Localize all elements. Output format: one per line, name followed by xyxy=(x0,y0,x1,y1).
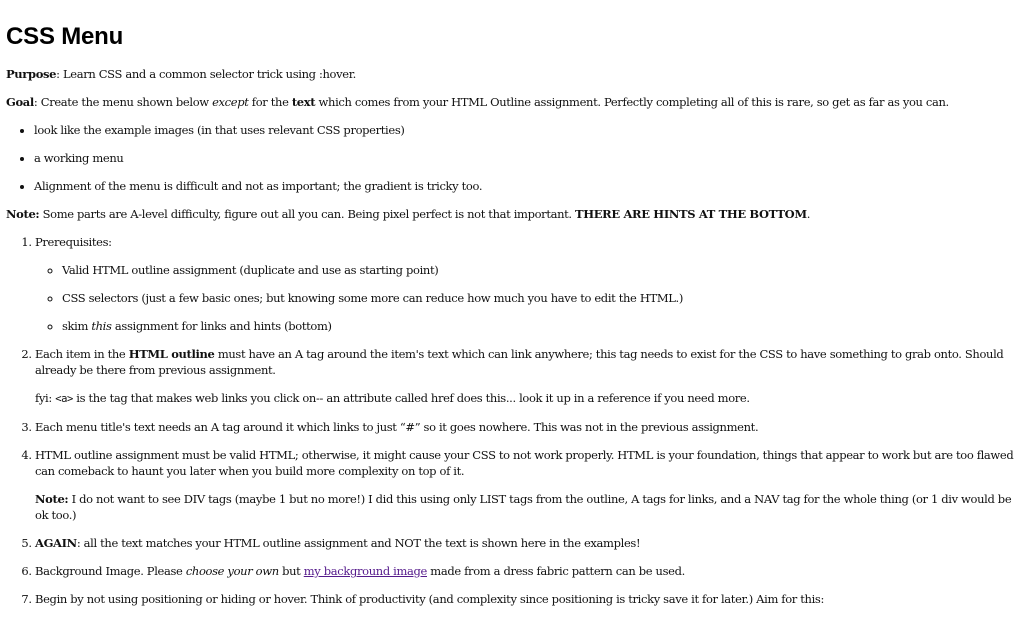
fyi-text: is the tag that makes web links you click on-- an attribute called href does this... look it up in a reference if you need more. xyxy=(72,391,750,405)
step-4 xyxy=(35,447,1020,523)
background-image-link[interactable]: my background image xyxy=(303,564,427,578)
step-3: 3. Each menu title's text needs an A tag around it which links to just “#” so it goes nowhere. This was not in the previous assignment. xyxy=(35,419,1020,435)
step-5-text: : all the text matches your HTML outline assignment and NOT the text is shown here in the examples! xyxy=(76,536,641,550)
list-item: • look like the example images (in that uses relevant CSS properties) xyxy=(34,122,1020,138)
step-5-bold: AGAIN xyxy=(35,536,77,550)
goal-emphasis: except xyxy=(212,95,249,109)
step-4-note-label: Note: xyxy=(35,492,69,506)
steps-list xyxy=(6,234,1020,607)
goal-bullet-list xyxy=(6,122,1020,194)
goal-text-1: : Create the menu shown below xyxy=(33,95,213,109)
step-1 xyxy=(35,234,1020,334)
skim-text-end: assignment for links and hints (bottom) xyxy=(111,319,332,333)
purpose-paragraph xyxy=(6,66,1020,82)
skim-emphasis: this xyxy=(91,319,112,333)
step-4-note-text: I do not want to see DIV tags (maybe 1 but no more!) I did this using only LIST tags from the outline, A tags for links, and a NAV tag for the whole thing (or 1 div would be ok too.) xyxy=(35,492,1012,522)
step-7: 7. Begin by not using positioning or hiding or hover. Think of productivity (and complexity since positioning is tricky save it for later.) Aim for this: xyxy=(35,591,1020,607)
list-item xyxy=(62,318,1020,334)
goal-label: Goal xyxy=(6,95,34,109)
note-text: Some parts are A-level difficulty, figure out all you can. Being pixel perfect is not that important. xyxy=(39,207,576,221)
step-2-text-2: must have an A tag around the item's text which can link anywhere; this tag needs to exist for the CSS to have something to grab onto. Should already be there from previous assignment. xyxy=(35,347,1004,377)
step-4-note xyxy=(35,491,1020,523)
step-1-text: Prerequisites: xyxy=(35,235,112,249)
step-2-fyi xyxy=(35,390,1020,407)
list-item: ◦ CSS selectors (just a few basic ones; but knowing some more can reduce how much you have to edit the HTML.) xyxy=(62,290,1020,306)
note-label: Note: xyxy=(6,207,40,221)
step-6-text-1: Background Image. Please xyxy=(35,564,186,578)
step-2-bold: HTML outline xyxy=(128,347,215,361)
document-page xyxy=(6,0,1020,619)
step-6-text-3: made from a dress fabric pattern can be used. xyxy=(427,564,685,578)
step-2 xyxy=(35,346,1020,407)
fyi-label: fyi: xyxy=(35,391,56,405)
goal-text-3: which comes from your HTML Outline assignment. Perfectly completing all of this is rare, so get as far as you can. xyxy=(315,95,949,109)
step-4-text: HTML outline assignment must be valid HTML; otherwise, it might cause your CSS to not work properly. HTML is your foundation, things that appear to work but are too flawed can comeback to haunt you later when you build more complexity on top of it. xyxy=(35,448,1014,478)
list-item: • Alignment of the menu is difficult and not as important; the gradient is tricky too. xyxy=(34,178,1020,194)
note-hints-bold: THERE ARE HINTS AT THE BOTTOM xyxy=(575,207,807,221)
step-6-emphasis: choose your own xyxy=(185,564,279,578)
step-2-text-1: Each item in the xyxy=(35,347,129,361)
purpose-text: : Learn CSS and a common selector trick using :hover. xyxy=(56,67,356,81)
list-item: ◦ Valid HTML outline assignment (duplicate and use as starting point) xyxy=(62,262,1020,278)
goal-bold: text xyxy=(291,95,316,109)
prerequisites-list xyxy=(35,262,1020,334)
step-6 xyxy=(35,563,1020,579)
fyi-code: <a> xyxy=(55,393,73,405)
note-paragraph xyxy=(6,206,1020,222)
goal-paragraph xyxy=(6,94,1020,110)
list-item: • a working menu xyxy=(34,150,1020,166)
step-6-text-2: but xyxy=(278,564,304,578)
page-title: CSS Menu xyxy=(6,23,124,50)
note-end: . xyxy=(806,207,811,221)
purpose-label: Purpose xyxy=(6,67,57,81)
skim-text: skim xyxy=(62,319,92,333)
goal-text-2: for the xyxy=(248,95,292,109)
step-5 xyxy=(35,535,1020,551)
